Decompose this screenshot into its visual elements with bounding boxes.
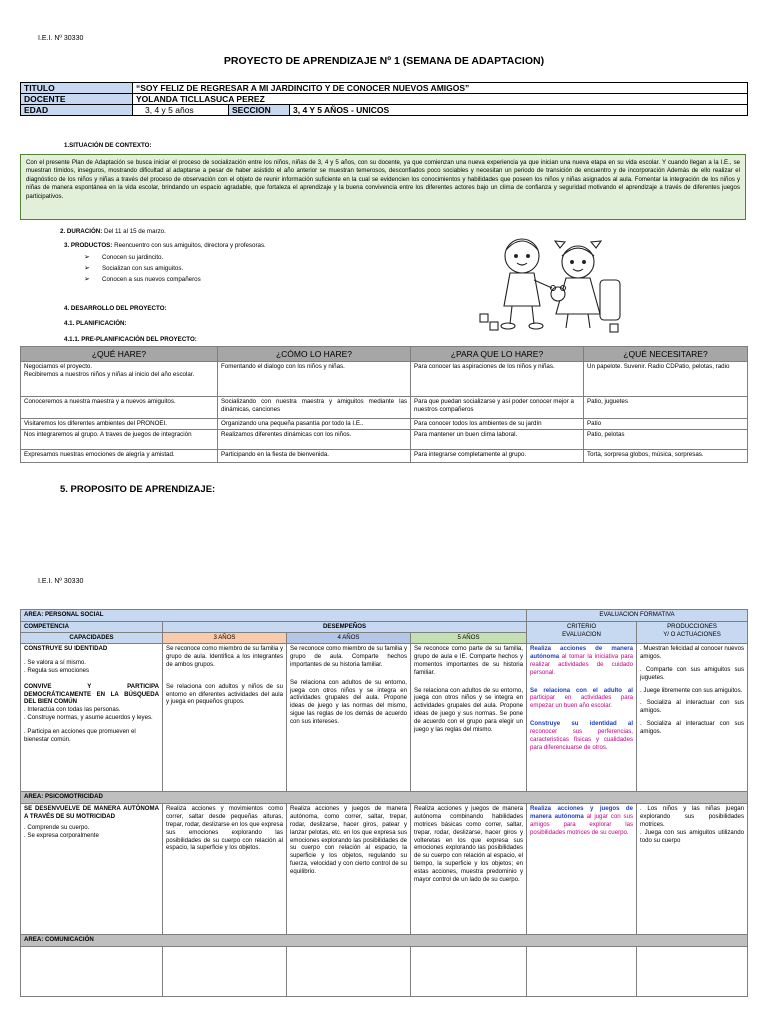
table-cell [584,450,748,463]
table-cell [21,419,218,430]
criterio-text: participar en actividades para [530,694,634,702]
empty-cell [527,946,637,996]
ps-capacidad: . Construye normas, y asume acuerdos y leyes. [24,714,153,722]
cell-text: Un papelote. Suvenir. Radio CDPatio, pelotas, radio [587,363,730,370]
desarrollo-heading: 4. DESARROLLO DEL PROYECTO: [64,305,167,312]
cell-text: Negociamos el proyecto. Recibiremos a nuestros niños y niñas al inicio del año escolar. [24,363,195,379]
cell-text: Patio [587,420,602,427]
ps-producciones-cell [637,643,748,791]
ps-desempeno-4 [287,643,411,791]
age-3-header: 3 AÑOS [163,632,287,643]
evaluacion-formativa-header: EVALUACION FORMATIVA [527,610,748,622]
table-cell [218,430,411,450]
cell-text: Participando en la fiesta de bienvenida. [221,451,330,459]
psico-desempeno-3: Realiza acciones y movimientos como correr, saltar desde pequeñas alturas, trepar, rodar, deslizarse en los que expresa sus emociones explorando las posibilidades de su cuerpo con relación al espacio, la superficie y los objetos. [163,803,287,934]
table-cell [21,397,218,419]
criterio-text: empezar un buen año escolar. [530,702,612,710]
criterio-highlight: Construye su identidad al [530,720,634,728]
productos-item: ➢ Socializan con sus amiguitos. [80,265,280,273]
edad-value: 3, 4 y 5 años [133,105,229,116]
produccion-item: . Muestran felicidad al conocer nuevos amigos. [640,644,745,660]
ps-desempeno-text: Se reconoce como parte de su familia, grupo de aula e IE. Comparte hechos y momentos importantes de su historia familiar. [414,644,524,676]
table-row [21,362,748,397]
cell-text: Realizamos diferentes dinámicas con los niños. [221,431,352,439]
area-personal-social: AREA: PERSONAL SOCIAL [21,610,527,622]
cell-text: Conoceremos a nuestra maestra y a nuevos amiguitos. [24,398,176,405]
para-que-header: ¿PARA QUE LO HARE? [411,347,584,362]
area-psicomotricidad: AREA: PSICOMOTRICIDAD [21,791,748,803]
proposito-heading: 5. PROPOSITO DE APRENDIZAJE: [60,484,216,495]
produccion-item: . Socializa al interactuar con sus amigos. [640,699,744,715]
cell-text: Para integrarse completamente al grupo. [414,451,527,459]
table-cell [411,430,584,450]
produccion-item: . Socializa al interactuar con sus amigos. [640,720,744,736]
empty-cell [21,946,163,996]
produccion-item: . Comparte con sus amiguitos sus juguetes. [640,665,744,681]
cell-text: Para conocer las aspiraciones de los niños y niñas. [414,363,555,370]
cell-text: Nos integraremos al grupo. A traves de juegos de integración [24,431,192,439]
table-cell [21,450,218,463]
cell-text: Para conocer todos los ambientes de su jardín [414,420,542,427]
seccion-value: 3, 4 Y 5 AÑOS - UNICOS [290,105,748,116]
cell-text: Socializando con nuestra maestra y amiguitos mediante las dinámicas, canciones [221,398,407,414]
productos-value: Reencuentro con sus amiguitos, directora y profesoras. [114,242,266,249]
table-cell [584,362,748,397]
cell-text: Para que puedan socializarse y así poder conocer mejor a nuestros compañeros [414,398,574,414]
que-necesitare-header: ¿QUÉ NECESITARE? [584,347,748,362]
table-row [21,450,748,463]
ps-desempeno-text: Se reconoce como miembro de su familia y grupo de aula. Comparte hechos importantes de su historia familiar. [290,644,407,668]
table-cell [218,419,411,430]
competencia-header: COMPETENCIA [21,622,163,633]
productos-label: 3. PRODUCTOS: [64,242,113,249]
psico-producciones-cell [637,803,748,934]
productos-list [80,254,280,283]
institution-name-page2: I.E.I. Nº 30330 [38,578,84,585]
como-hare-header: ¿CÓMO LO HARE? [218,347,411,362]
children-illustration [472,228,632,338]
capacidades-header: CAPACIDADES [21,632,163,643]
cell-text: Fomentando el dialogo con los niños y niñas. [221,363,345,370]
context-heading: 1.SITUACIÓN DE CONTEXTO: [64,142,152,149]
psico-competencia-title: SE DESENVUELVE DE MANERA AUTÓNOMA A TRAVÉS DE SU MOTRICIDAD [24,804,159,820]
criterio-label: CRITERIO [566,623,597,630]
duracion-line [60,228,166,236]
ps-capacidad: . Interactúa con todas las personas. [24,706,121,714]
table-cell [584,430,748,450]
producciones-header [637,622,748,644]
edad-label: EDAD [21,105,133,116]
age-4-header: 4 AÑOS [287,632,411,643]
ps-competencia-1-title: CONSTRUYE SU IDENTIDAD [24,644,108,652]
criterio-header [527,622,637,644]
cell-text: Torta, sorpresa globos, música, sorpresas. [587,451,704,459]
ps-desempeno-text: Se reconoce como miembro de su familia y grupo de aula. Identifica a los integrantes de ambos grupos. [166,644,283,668]
psico-capacidad: . Comprende su cuerpo. [24,823,90,831]
cell-text: Patio, juguetes [587,398,628,405]
que-hare-header: ¿QUÉ HARE? [21,347,218,362]
ps-capacidad: . Participa en acciones que promueven el bienestar común. [24,728,136,744]
institution-name: I.E.I. Nº 30330 [38,35,84,42]
preplanning-header-row [21,347,748,362]
table-row [21,397,748,419]
docente-value: YOLANDA TICLLASUCA PEREZ [133,94,748,105]
cell-text: Visitaremos los diferentes ambientes del PRONOEI. [24,420,167,427]
psico-capacidad: . Se expresa corporalmente [24,831,99,839]
planificacion-heading: 4.1. PLANIFICACIÓN: [64,320,127,327]
productos-line [64,242,266,250]
ps-desempeno-text: Se relaciona con adultos de su entorno, juega con otros niños y se integra en actividades grupales del aula. Propone ideas de juego y las normas del mismo, sigue las reglas de los demás de acuerdo con sus intereses. [290,678,407,726]
criterio-text: al tomar la iniciativa para realizar actividades de cuidado personal. [530,652,634,676]
ps-desempeno-text: Se relaciona con adultos de su entorno, juega con otros niños y se integra en actividades grupales del aula. Propone ideas de juego y sus normas. Se pone de acuerdo con el grupo para elegir un juego y las reglas del mismo. [414,686,524,734]
empty-cell [411,946,527,996]
criterio-highlight: Se relaciona con el adulto al [530,686,634,694]
criterio-highlight: Realiza acciones y juegos de manera autónoma [530,804,634,820]
ps-desempeno-3 [163,643,287,791]
criterio-text: al jugar con sus amigos para explorar las posibilidades motrices de su cuerpo. [530,812,634,836]
titulo-label: TITULO [21,83,133,94]
project-info-table [20,82,748,116]
producciones-actuaciones-label: Y/ O ACTUACIONES [663,630,721,638]
productos-item: ➢ Conocen a sus nuevos compañeros [80,276,280,284]
empty-cell [287,946,411,996]
table-cell [218,362,411,397]
age-5-header: 5 AÑOS [411,632,527,643]
ps-capacidad: . Regula sus emociones [24,666,90,674]
table-cell [584,419,748,430]
producciones-label: PRODUCCIONES [667,623,717,630]
context-box: Con el presente Plan de Adaptación se busca iniciar el proceso de socialización entre los niños, niñas de 3, 4 y 5 años, con su docente, ya que comienzan una nueva experiencia ya que inician una nueva etapa en su vida escolar. Y cuando llegan a la I.E., se muestran tímidos, inseguros, mostrando dificultad al adaptarse a pesar de haber asistido el año anterior se muestran temerosos, desconfiados poco sociables y necesitan un periodo de transición de encuentro y de incorporación Además de ello realizar el diagnóstico de los niños y niñas a través del proceso de observación con el objeto de reunir información suficiente en la cual se evidencien los conocimientos y habilidades que poseen los niños y niñas asignados al aula. Fomentar la integración de los niños y niñas de manera espontánea en la vida escolar, brindando un espacio agradable, que fortaleza el aprendizaje y la buena convivencia entre los diferentes actores bajo un clima de confianza y seguridad motivando el aprendizaje a través de diferentes juegos participativos. [20,154,746,220]
productos-item: ➢ Conocen su jardincito. [80,254,280,262]
ps-desempeno-5 [411,643,527,791]
docente-label: DOCENTE [21,94,133,105]
area-comunicacion: AREA: COMUNICACIÓN [21,934,748,946]
table-cell [21,362,218,397]
ps-desempeno-text: Se relaciona con adultos y niños de su entorno en diferentes actividades del aula y juega en pequeños grupos. [166,682,283,706]
cell-text: Patio, pelotas [587,431,625,439]
table-cell [411,419,584,430]
psico-desempeno-4: Realiza acciones y juegos de manera autónoma, como correr, saltar, trepar, rodar, deslizarse, hacer giros, patear y lanzar pelotas, etc. en los que expresa sus emociones explorando las posibilidades de su cuerpo con relación al espacio, la superficie y los objetos, regulando su fuerza, velocidad y con cierto control de su equilibrio. [287,803,411,934]
preplanificacion-heading: 4.1.1. PRE-PLANIFICACIÓN DEL PROYECTO: [64,336,197,343]
table-row [21,419,748,430]
table-cell [584,397,748,419]
duracion-value: Del 11 al 15 de marzo. [104,228,166,235]
psico-competencia-cell [21,803,163,934]
ps-competencia-2-title: CONVIVE Y PARTICIPA DEMOCRÁTICAMENTE EN LA BÚSQUEDA DEL BIEN COMÚN [24,682,159,706]
ps-capacidad: . Se valora a sí mismo. [24,658,86,666]
psico-desempeno-5: Realiza acciones y juegos de manera autónoma combinando habilidades motrices básicas como correr, saltar, trepar, rodar, deslizarse, hacer giros y volteretas en los que expresa sus emociones explorando las posibilidades de su cuerpo con relación al espacio, el tiempo, la superficie y los objetos; en estas acciones, muestra predominio y mayor control de un lado de su cuerpo. [411,803,527,934]
cell-text: Expresamos nuestras emociones de alegría y amistad. [24,451,175,459]
cell-text: Para mantener un buen clima laboral. [414,431,518,439]
psico-criterio-cell [527,803,637,934]
titulo-value: “SOY FELIZ DE REGRESAR A MI JARDINCITO Y DE CONOCER NUEVOS AMIGOS” [133,83,748,94]
seccion-label: SECCION [229,105,290,116]
page-title: PROYECTO DE APRENDIZAJE Nº 1 (SEMANA DE ADAPTACION) [223,55,545,67]
criterio-evaluacion-label: EVALUACION [562,630,601,638]
cell-text: Organizando una pequeña pasantía por todo la I.E.. [221,420,364,427]
preplanning-table [20,346,748,463]
ps-competencias-cell [21,643,163,791]
table-cell [411,397,584,419]
table-cell [218,397,411,419]
empty-cell [163,946,287,996]
table-cell [411,362,584,397]
desempenos-header: DESEMPEÑOS [163,622,527,633]
table-cell [218,450,411,463]
table-cell [411,450,584,463]
criterio-highlight: Realiza acciones de manera autónoma [530,644,634,660]
empty-cell [637,946,748,996]
produccion-item: . Juega con sus amiguitos utilizando todo su cuerpo [640,828,744,844]
produccion-item: . Los niños y las niñas juegan explorando sus posibilidades motrices. [640,804,744,828]
learning-purpose-table [20,609,748,997]
produccion-item: . Juege libremente con sus amiguitos. [640,686,743,694]
table-cell [21,430,218,450]
duracion-label: 2. DURACIÓN: [60,228,103,235]
criterio-text: reconocer sus perferencias, caracteristicas físicas y cualidades para diferenciuarse de otros. [530,728,634,752]
table-row [21,430,748,450]
ps-criterio-cell [527,643,637,791]
